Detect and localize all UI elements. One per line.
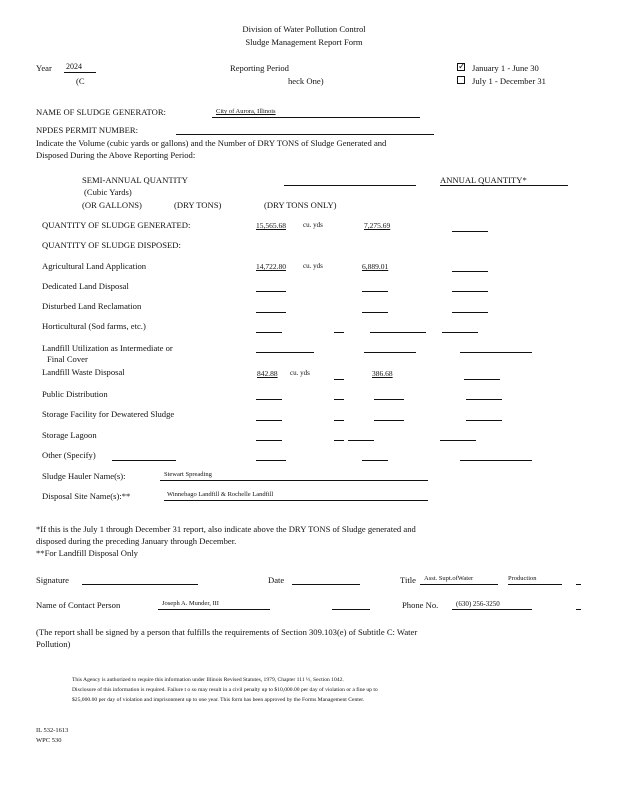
landfill-utilization-dry-tons-field[interactable] bbox=[364, 352, 416, 353]
contact-extra-field[interactable] bbox=[332, 609, 370, 610]
annual-header-rule bbox=[440, 185, 568, 186]
npdes-label: NPDES PERMIT NUMBER: bbox=[36, 125, 139, 135]
semi-annual-header: SEMI-ANNUAL QUANTITY bbox=[82, 175, 188, 185]
generated-annual-field[interactable] bbox=[452, 231, 488, 232]
dry-tons-header: (DRY TONS) bbox=[174, 200, 222, 210]
form-title: Sludge Management Report Form bbox=[245, 37, 363, 47]
hauler-field[interactable]: Stewart Spreading bbox=[164, 471, 212, 478]
disturbed-dry-tons-field[interactable] bbox=[362, 312, 388, 313]
generator-underline bbox=[212, 117, 420, 118]
agricultural-dry-tons[interactable]: 6,889.01 bbox=[362, 262, 389, 271]
contact-underline bbox=[158, 609, 270, 610]
signed-note-line-1: (The report shall be signed by a person that fulfills the requirements of Section 309.103(e) of Subtitle C: Water bbox=[36, 627, 418, 637]
storage-lagoon-unit-field[interactable] bbox=[334, 440, 344, 441]
public-annual-field[interactable] bbox=[466, 399, 502, 400]
july-december-label: July 1 - December 31 bbox=[472, 76, 546, 86]
landfill-waste-unit: cu. yds bbox=[290, 369, 310, 377]
landfill-waste-label: Landfill Waste Disposal bbox=[42, 367, 125, 377]
title-underline bbox=[420, 584, 498, 585]
npdes-field[interactable] bbox=[176, 134, 434, 135]
other-volume-field[interactable] bbox=[256, 460, 286, 461]
signature-label: Signature bbox=[36, 575, 69, 585]
agricultural-annual-field[interactable] bbox=[452, 271, 488, 272]
contact-label: Name of Contact Person bbox=[36, 600, 121, 610]
dedicated-volume-field[interactable] bbox=[256, 291, 286, 292]
phone-underline bbox=[452, 609, 532, 610]
storage-facility-label: Storage Facility for Dewatered Sludge bbox=[42, 409, 175, 419]
disposal-site-underline bbox=[164, 500, 428, 501]
generated-dry-tons[interactable]: 7,275.69 bbox=[364, 221, 391, 230]
generated-volume[interactable]: 15,565.68 bbox=[256, 221, 286, 230]
disturbed-annual-field[interactable] bbox=[452, 312, 488, 313]
form-id-line-1: IL 532-1613 bbox=[36, 727, 69, 734]
storage-facility-dry-tons-field[interactable] bbox=[374, 420, 404, 421]
storage-facility-annual-field[interactable] bbox=[466, 420, 502, 421]
generated-label: QUANTITY OF SLUDGE GENERATED: bbox=[42, 220, 191, 230]
title-field-2[interactable]: Production bbox=[508, 575, 537, 582]
landfill-waste-dash bbox=[334, 379, 344, 380]
landfill-waste-volume[interactable]: 842.88 bbox=[257, 369, 278, 378]
agricultural-unit: cu. yds bbox=[303, 262, 323, 270]
phone-label: Phone No. bbox=[402, 600, 439, 610]
january-june-checkbox[interactable] bbox=[457, 63, 465, 71]
horticultural-dry-tons-field[interactable] bbox=[370, 332, 426, 333]
legal-line-1: This Agency is authorized to require this information under Illinois Revised Statutes, 1979, Chapter 111 ½, Section 1042. bbox=[72, 677, 344, 683]
july-december-checkbox[interactable] bbox=[457, 76, 465, 84]
other-label: Other (Specify) bbox=[42, 450, 96, 460]
storage-lagoon-annual-field[interactable] bbox=[440, 440, 476, 441]
agricultural-volume[interactable]: 14,722.80 bbox=[256, 262, 286, 271]
signed-note-line-2: Pollution) bbox=[36, 639, 71, 649]
disposal-site-field[interactable]: Winnebago Landfill & Rochelle Landfill bbox=[167, 491, 274, 498]
legal-line-3: $25,000.00 per day of violation and imprisonment up to one year. This form has been approved by the Forms Management Center. bbox=[72, 697, 365, 703]
check-one-label: heck One) bbox=[288, 76, 324, 86]
other-annual-field[interactable] bbox=[460, 460, 532, 461]
title-field[interactable]: Asst. Supt.ofWater bbox=[424, 575, 474, 582]
check-one-prefix: (C bbox=[76, 76, 85, 86]
january-june-label: January 1 - June 30 bbox=[472, 63, 539, 73]
storage-lagoon-volume-field[interactable] bbox=[256, 440, 282, 441]
disposal-site-label: Disposal Site Name(s):** bbox=[42, 491, 131, 501]
landfill-utilization-label: Landfill Utilization as Intermediate or bbox=[42, 343, 173, 353]
date-label: Date bbox=[268, 575, 285, 585]
other-specify-field[interactable] bbox=[112, 460, 176, 461]
form-id-line-2: WPC 530 bbox=[36, 737, 62, 744]
checkmark-icon: ✓ bbox=[458, 61, 466, 71]
footnote-line-2: disposed during the preceding January through December. bbox=[36, 536, 237, 546]
final-cover-label: Final Cover bbox=[47, 354, 88, 364]
reporting-period-label: Reporting Period bbox=[230, 63, 289, 73]
public-dry-tons-field[interactable] bbox=[374, 399, 404, 400]
title-tail bbox=[576, 584, 581, 585]
hauler-label: Sludge Hauler Name(s): bbox=[42, 471, 126, 481]
storage-facility-unit-field[interactable] bbox=[334, 420, 344, 421]
semi-annual-header-rule bbox=[284, 185, 416, 186]
horticultural-label: Horticultural (Sod farms, etc.) bbox=[42, 321, 146, 331]
storage-lagoon-dry-tons-field[interactable] bbox=[348, 440, 374, 441]
title-underline-2 bbox=[508, 584, 562, 585]
public-volume-field[interactable] bbox=[256, 399, 282, 400]
horticultural-volume-field[interactable] bbox=[256, 332, 282, 333]
dry-tons-only-header: (DRY TONS ONLY) bbox=[264, 200, 337, 210]
legal-line-2: Disclosure of this information is required. Failure t o so may result in a civil penalty up to $10,000.00 per day of violation or a fine up to bbox=[72, 687, 378, 693]
landfill-utilization-annual-field[interactable] bbox=[460, 352, 532, 353]
other-dry-tons-field[interactable] bbox=[362, 460, 388, 461]
horticultural-annual-field[interactable] bbox=[442, 332, 478, 333]
footnote-line-1: *If this is the July 1 through December 31 report, also indicate above the DRY TONS of Sludge generated and bbox=[36, 524, 416, 534]
storage-lagoon-label: Storage Lagoon bbox=[42, 430, 97, 440]
instructions-line-1: Indicate the Volume (cubic yards or gallons) and the Number of DRY TONS of Sludge Generated and bbox=[36, 138, 387, 148]
public-distribution-label: Public Distribution bbox=[42, 389, 108, 399]
landfill-waste-dry-tons[interactable]: 386.68 bbox=[372, 369, 393, 378]
instructions-line-2: Disposed During the Above Reporting Period: bbox=[36, 150, 196, 160]
dedicated-annual-field[interactable] bbox=[452, 291, 488, 292]
phone-field[interactable]: (630) 256-3250 bbox=[456, 600, 500, 608]
generated-unit: cu. yds bbox=[303, 221, 323, 229]
form-agency-title: Division of Water Pollution Control bbox=[242, 24, 366, 34]
dedicated-dry-tons-field[interactable] bbox=[362, 291, 388, 292]
cubic-yards-header: (Cubic Yards) bbox=[84, 187, 132, 197]
year-label: Year bbox=[36, 63, 52, 73]
generator-label: NAME OF SLUDGE GENERATOR: bbox=[36, 107, 166, 117]
contact-field[interactable]: Joseph A. Munder, III bbox=[162, 600, 219, 607]
date-field[interactable] bbox=[292, 584, 360, 585]
disposed-header: QUANTITY OF SLUDGE DISPOSED: bbox=[42, 240, 181, 250]
agricultural-label: Agricultural Land Application bbox=[42, 261, 147, 271]
dedicated-label: Dedicated Land Disposal bbox=[42, 281, 129, 291]
disturbed-label: Disturbed Land Reclamation bbox=[42, 301, 142, 311]
disturbed-volume-field[interactable] bbox=[256, 312, 286, 313]
landfill-waste-annual-field[interactable] bbox=[464, 379, 500, 380]
hauler-underline bbox=[160, 480, 428, 481]
signature-field[interactable] bbox=[82, 584, 198, 585]
or-gallons-header: (OR GALLONS) bbox=[82, 200, 142, 210]
public-unit-field[interactable] bbox=[334, 399, 344, 400]
horticultural-unit-field[interactable] bbox=[334, 332, 344, 333]
generator-field[interactable]: City of Aurora, Illinois bbox=[216, 108, 276, 115]
year-field[interactable]: 2024 bbox=[64, 63, 96, 73]
title-label: Title bbox=[400, 575, 416, 585]
annual-header: ANNUAL QUANTITY* bbox=[440, 175, 527, 185]
landfill-utilization-volume-field[interactable] bbox=[256, 352, 314, 353]
storage-facility-volume-field[interactable] bbox=[256, 420, 282, 421]
footnote-line-3: **For Landfill Disposal Only bbox=[36, 548, 138, 558]
phone-tail bbox=[576, 609, 581, 610]
